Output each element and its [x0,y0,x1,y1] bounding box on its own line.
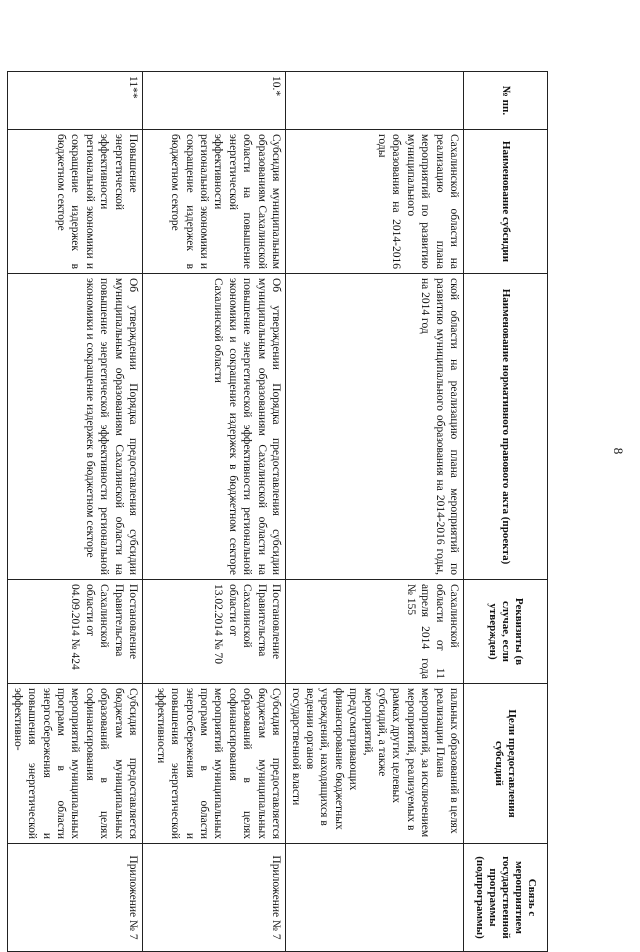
header-legal-act: Наименование нормативного правового акта (проекта) [464,274,548,580]
cell-number [286,72,464,130]
header-number: № пп. [464,72,548,130]
cell-program-link: Приложение № 7 [8,844,143,952]
cell-program-link: Приложение № 7 [143,844,286,952]
header-details: Реквизиты (в случае, если утвержден) [464,580,548,684]
table-header-row [464,72,548,952]
header-goals: Цели предоставления субсидий [464,684,548,844]
header-program-link: Связь с мероприятием государственной программы (подпрограммы) [464,844,548,952]
cell-goals: Субсидия предоставляется бюджетам муниципальных образований в целях софинансирования мероприятий муниципальных программ в области энергосбережения и повышения энергетической эффективности [143,684,286,844]
cell-legal-act: Об утверждении Порядка предоставления субсидии муниципальным образованиям Сахалинской области на повышение энергетической эффективности региональной экономики и сокращение издержек в бюджетном секторе Сахалинской области [143,274,286,580]
cell-number: 10.* [143,72,286,130]
table-row [143,72,286,952]
cell-legal-act: ской области на реализацию плана мероприятий по развитию муниципального образования на 2014-2016 годы, на 2014 год [286,274,464,580]
rotated-table-container [11,71,548,940]
header-subsidy-name: Наименование субсидии [464,130,548,274]
cell-number: 11** [8,72,143,130]
cell-details: Постановление Правительства Сахалинской области от 13.02.2014 № 70 [143,580,286,684]
subsidies-table [7,71,548,952]
cell-subsidy-name: Повышение энергетической эффективности региональной экономики и сокращение издержек в бюджетном секторе [8,130,143,274]
cell-legal-act: Об утверждении Порядка предоставления субсидии муниципальным образованиям Сахалинской области на повышение энергетической эффективности региональной экономики и сокращение издержек в бюджетном секторе [8,274,143,580]
cell-subsidy-name: Субсидия муниципальным образованиям Сахалинской области на повышение энергетической эффективности региональной экономики и сокращение издержек в бюджетном секторе [143,130,286,274]
page-number: 8 [611,447,626,455]
cell-subsidy-name: Сахалинской области на реализацию плана мероприятий по развитию муниципального образования на 2014-2016 годы [286,130,464,274]
table-row [8,72,143,952]
table-row [286,72,464,952]
cell-details: Сахалинской области от 11 апреля 2014 года № 155 [286,580,464,684]
cell-details: Постановление Правительства Сахалинской области от 04.09.2014 № 424 [8,580,143,684]
cell-goals: Субсидия предоставляется бюджетам муниципальных образований в целях софинансирования мероприятий муниципальных программ в области энергосбережения и повышения энергетической эффективно- [8,684,143,844]
cell-goals: пальных образований в целях реализации Плана мероприятий, за исключением мероприятий, реализуемых в рамках других целевых субсидий, а также мероприятий, предусматривающих финансирование бюджетных учреждений, находящихся в ведении органов государственной власти [286,684,464,844]
cell-program-link [286,844,464,952]
